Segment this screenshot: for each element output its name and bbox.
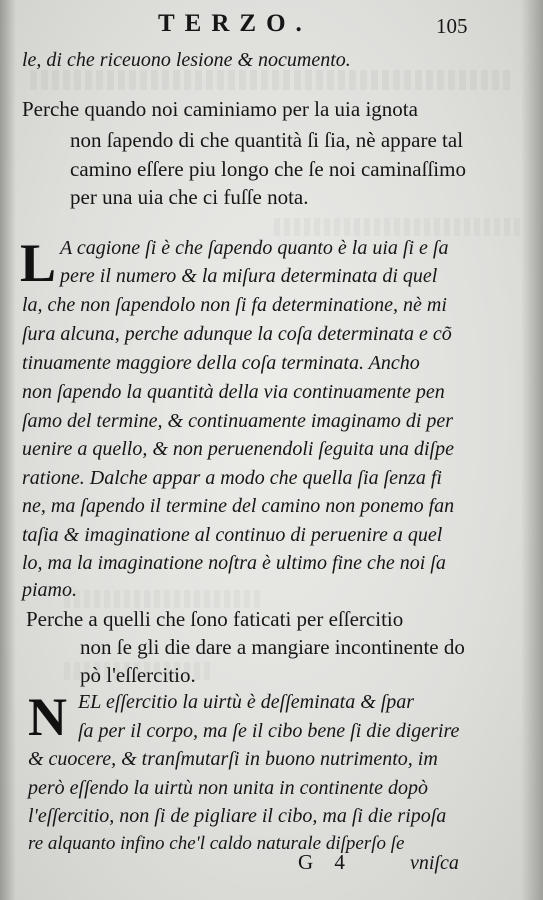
drop-cap-initial: N	[28, 687, 67, 747]
page-number: 105	[436, 14, 468, 38]
text-line: lo, ma la imaginatione noſtra è ultimo fine che noi ſa	[22, 552, 446, 574]
page-footer	[0, 850, 543, 880]
text-line: uenire a quello, & non peruenendoli ſeguita una diſpe	[22, 438, 454, 460]
text-line: & cuocere, & tranſmutarſi in buono nutrimento, im	[28, 748, 438, 770]
text-line: ſa per il corpo, ma ſe il cibo bene ſi die digerire	[78, 720, 460, 742]
text-line: le, di che riceuono lesione & nocumento.	[22, 49, 351, 71]
text-line: tinuamente maggiore della coſa terminata. Ancho	[22, 352, 420, 374]
text-line: EL eſſercitio la uirtù è deſſeminata & ſpar	[78, 691, 415, 713]
text-line: la, che non ſapendolo non ſi fa determinatione, nè mi	[22, 294, 447, 316]
text-line: non ſapendo la quantità della via continuamente pen	[22, 381, 445, 403]
section-heading-line: pò l'eſſercitio.	[80, 663, 196, 687]
section-heading-line: non ſapendo di che quantità ſi ſia, nè appare tal	[70, 128, 464, 152]
text-line: A cagione ſi è che ſapendo quanto è la uia ſi e ſa	[60, 237, 449, 259]
bleed-through-texture	[30, 70, 510, 90]
section-heading-line: camino eſſere piu longo che ſe noi caminaſſimo	[70, 157, 466, 181]
text-line: però eſſendo la uirtù non unita in continente dopò	[28, 777, 428, 799]
section-heading-line: Perche a quelli che ſono faticati per eſſercitio	[26, 607, 404, 631]
text-line: taſia & imaginatione al continuo di peruenire a quel	[22, 524, 443, 546]
page-gutter-shadow	[0, 0, 16, 900]
text-line: piamo.	[22, 579, 77, 601]
running-head	[0, 6, 543, 40]
text-line: ne, ma ſapendo il termine del camino non ponemo fan	[22, 495, 455, 517]
section-heading-line: non ſe gli die dare a mangiare incontinente do	[80, 635, 465, 659]
bleed-through-texture	[60, 590, 260, 608]
running-title: TERZO.	[158, 10, 312, 37]
section-heading-line: per una uia che ci fuſſe nota.	[70, 185, 309, 209]
bleed-through-texture	[270, 218, 520, 236]
catchword: vniſca	[410, 852, 459, 874]
signature-mark: G 4	[298, 850, 353, 874]
text-line: ratione. Dalche appar a modo che quella ſia ſenza fi	[22, 467, 442, 489]
text-line: ſura alcuna, perche adunque la coſa determinata e cõ	[22, 323, 452, 345]
drop-cap-initial: L	[20, 233, 57, 293]
text-line: l'eſſercitio, non ſi de pigliare il cibo, ma ſi die ripoſa	[28, 805, 447, 827]
text-line: pere il numero & la miſura determinata di quel	[60, 265, 438, 287]
section-heading-line: Perche quando noi caminiamo per la uia ignota	[22, 97, 418, 121]
page-edge-shadow	[521, 0, 543, 900]
text-line: ſamo del termine, & continuamente imaginamo di per	[22, 410, 454, 432]
text-line: re alquanto infino che'l caldo naturale diſperſo ſe	[28, 833, 405, 854]
